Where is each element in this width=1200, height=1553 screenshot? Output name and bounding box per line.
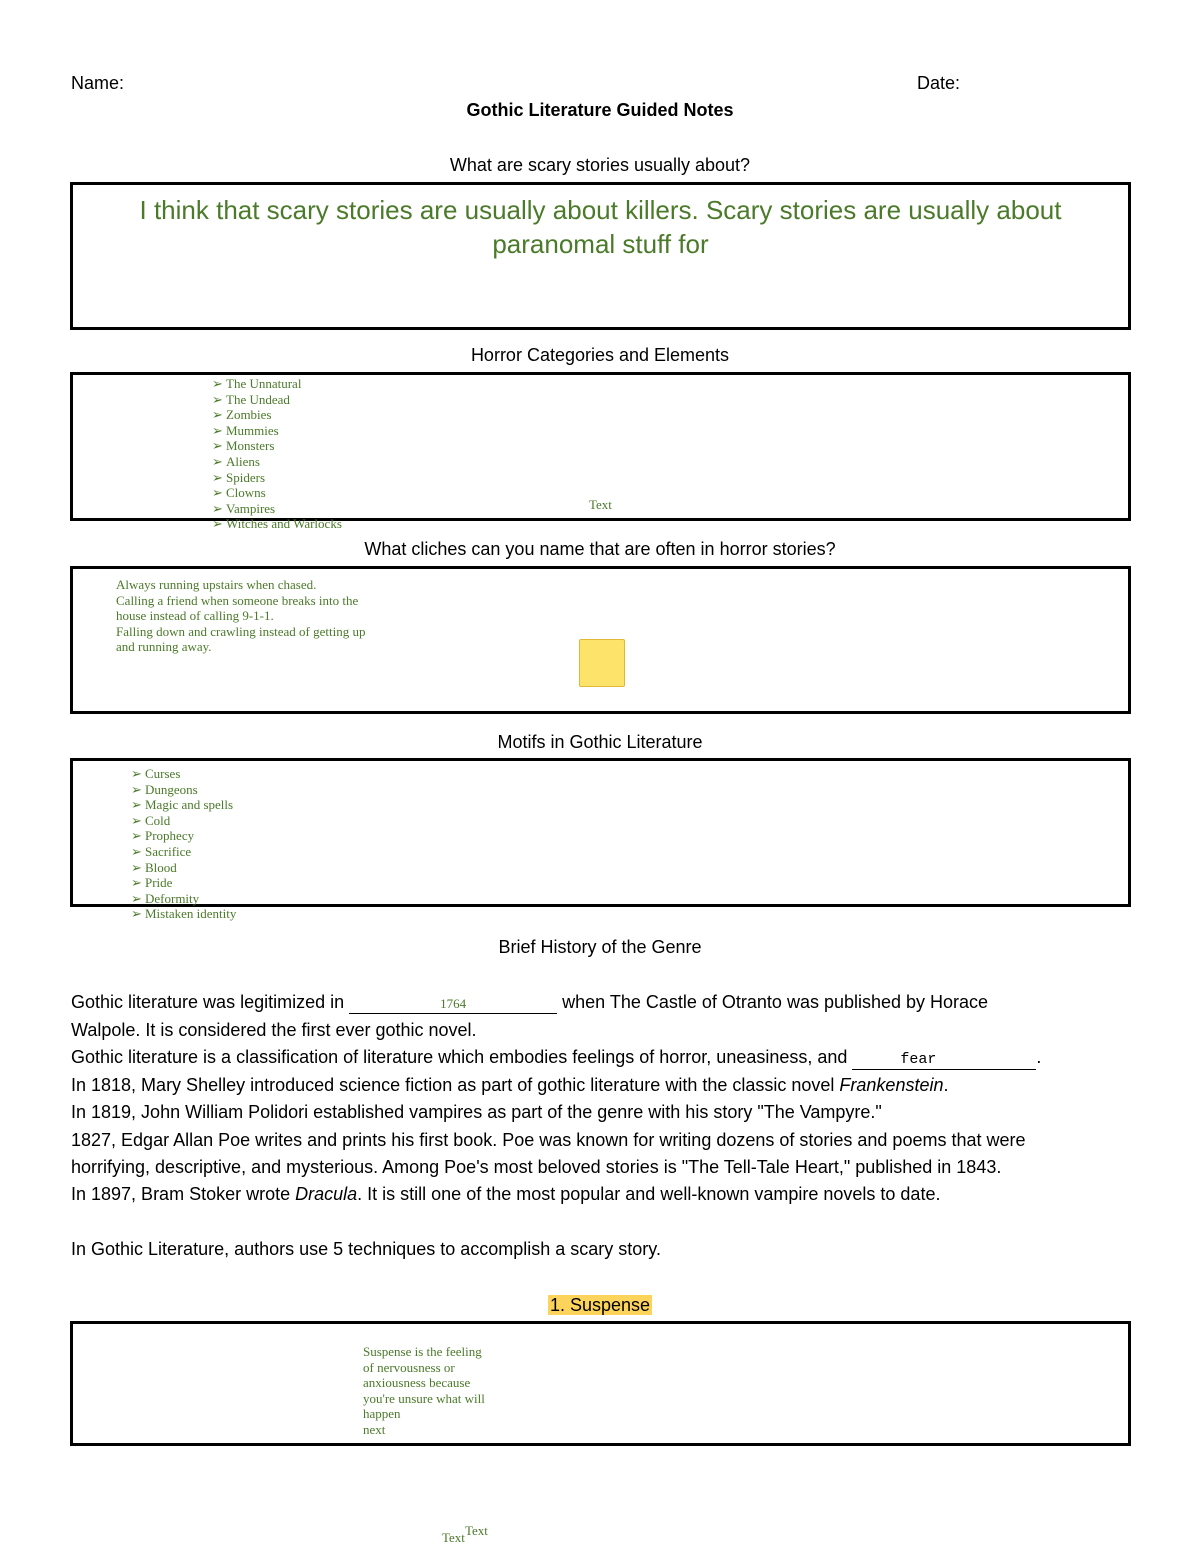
arrow-bullet-icon: ➢ xyxy=(212,376,223,391)
name-label: Name: xyxy=(71,73,125,93)
cliche-line: Always running upstairs when chased. xyxy=(116,577,317,592)
arrow-bullet-icon: ➢ xyxy=(131,828,142,844)
horror-item xyxy=(212,501,342,517)
horror-item-label: Witches and Warlocks xyxy=(226,516,342,532)
suspense-line: happen xyxy=(363,1406,401,1422)
horror-item xyxy=(212,516,342,532)
sticky-note-icon[interactable] xyxy=(579,639,625,687)
motifs-heading: Motifs in Gothic Literature xyxy=(497,732,703,752)
scary-question: What are scary stories usually about? xyxy=(449,155,751,175)
horror-item-label: The Unnatural xyxy=(226,376,302,391)
history-paragraph-5: In 1819, John William Polidori established vampires as part of the genre with his story "The Vampyre." xyxy=(71,1102,882,1122)
motif-item-label: Dungeons xyxy=(145,781,198,797)
horror-item xyxy=(212,485,342,501)
history-paragraph-4 xyxy=(71,1075,949,1096)
motif-item xyxy=(131,828,236,844)
motif-item-label: Pride xyxy=(145,875,173,891)
horror-item-label: Zombies xyxy=(226,407,272,423)
arrow-bullet-icon: ➢ xyxy=(131,875,142,891)
arrow-bullet-icon: ➢ xyxy=(212,453,223,469)
p8-before: In 1897, Bram Stoker wrote xyxy=(71,1184,291,1204)
p4-before: In 1818, Mary Shelley introduced science fiction as part of gothic literature with the classic novel xyxy=(71,1075,835,1095)
arrow-bullet-icon: ➢ xyxy=(212,500,223,516)
motif-item-label: Sacrifice xyxy=(145,843,192,859)
year-value: 1764 xyxy=(440,996,467,1011)
arrow-bullet-icon: ➢ xyxy=(212,407,223,423)
motif-item xyxy=(131,782,236,798)
arrow-bullet-icon: ➢ xyxy=(131,906,142,922)
suspense-line: Suspense is the feeling xyxy=(363,1344,482,1359)
p4-after: . xyxy=(943,1075,949,1095)
horror-item-label: The Undead xyxy=(226,391,290,407)
motif-item xyxy=(131,766,236,782)
horror-item-label: Mummies xyxy=(226,422,279,438)
cliches-question: What cliches can you name that are often in horror stories? xyxy=(364,539,836,559)
history-paragraph-7: horrifying, descriptive, and mysterious. Among Poe's most beloved stories is "The Tell-Tale Heart," published in 1843. xyxy=(71,1157,1002,1177)
motif-item-label: Magic and spells xyxy=(145,797,234,813)
arrow-bullet-icon: ➢ xyxy=(131,781,142,797)
history-paragraph-1 xyxy=(71,992,988,1014)
cliche-line: house instead of calling 9-1-1. xyxy=(116,608,274,624)
arrow-bullet-icon: ➢ xyxy=(212,516,223,532)
horror-item-label: Spiders xyxy=(226,469,265,485)
scary-answer-box[interactable] xyxy=(70,182,1131,330)
horror-item xyxy=(212,470,342,486)
p8-after: . It is still one of the most popular and well-known vampire novels to date. xyxy=(357,1184,941,1204)
feeling-blank[interactable] xyxy=(852,1048,1036,1070)
horror-item xyxy=(212,438,342,454)
motif-item-label: Deformity xyxy=(145,890,200,906)
motif-item xyxy=(131,813,236,829)
arrow-bullet-icon: ➢ xyxy=(131,797,142,813)
page-title: Gothic Literature Guided Notes xyxy=(466,100,734,120)
motif-item xyxy=(131,860,236,876)
horror-item-label: Clowns xyxy=(226,485,266,501)
suspense-heading: 1. Suspense xyxy=(549,1295,651,1315)
history-heading: Brief History of the Genre xyxy=(498,937,702,957)
horror-item-label: Aliens xyxy=(226,453,260,469)
year-blank[interactable] xyxy=(349,993,557,1014)
p1-before: Gothic literature was legitimized in xyxy=(71,992,345,1012)
horror-item-label: Monsters xyxy=(226,438,275,454)
history-paragraph-2: Walpole. It is considered the first ever gothic novel. xyxy=(71,1020,477,1040)
feeling-value: fear xyxy=(900,1051,937,1068)
arrow-bullet-icon: ➢ xyxy=(131,843,142,859)
dracula-title: Dracula xyxy=(295,1184,358,1204)
arrow-bullet-icon: ➢ xyxy=(212,485,223,501)
suspense-line: anxiousness because xyxy=(363,1375,471,1391)
p3-after: . xyxy=(1036,1047,1042,1067)
horror-heading: Horror Categories and Elements xyxy=(470,345,730,365)
horror-item xyxy=(212,376,342,392)
p1-after: when The Castle of Otranto was published by Horace xyxy=(562,992,989,1012)
arrow-bullet-icon: ➢ xyxy=(212,438,223,454)
frankenstein-title: Frankenstein xyxy=(839,1075,944,1095)
cliches-text xyxy=(116,577,406,655)
motif-item-label: Prophecy xyxy=(145,828,195,844)
motif-item xyxy=(131,875,236,891)
p3-before: Gothic literature is a classification of literature which embodies feelings of horror, uneasiness, and xyxy=(71,1047,848,1067)
horror-list xyxy=(212,376,342,532)
history-paragraph-6: 1827, Edgar Allan Poe writes and prints his first book. Poe was known for writing dozens of stories and poems that were xyxy=(71,1130,1026,1150)
motif-item-label: Curses xyxy=(145,766,181,781)
scary-answer-line1: I think that scary stories are usually about killers. Scary stories are usually about xyxy=(139,195,1062,225)
cliche-line: and running away. xyxy=(116,639,212,655)
scary-answer-line2: paranomal stuff for xyxy=(492,229,709,259)
suspense-line: of nervousness or xyxy=(363,1359,455,1375)
cliches-box[interactable] xyxy=(70,566,1131,714)
history-paragraph-9: In Gothic Literature, authors use 5 techniques to accomplish a scary story. xyxy=(71,1239,661,1259)
motif-item xyxy=(131,844,236,860)
suspense-text xyxy=(363,1344,523,1438)
arrow-bullet-icon: ➢ xyxy=(131,812,142,828)
motif-item-label: Mistaken identity xyxy=(145,906,237,922)
footer-text-2: Text xyxy=(465,1523,488,1538)
horror-item-label: Vampires xyxy=(226,500,276,516)
motif-item-label: Blood xyxy=(145,859,177,875)
cliche-line: Calling a friend when someone breaks into the xyxy=(116,592,359,608)
suspense-line: next xyxy=(363,1421,386,1437)
arrow-bullet-icon: ➢ xyxy=(131,859,142,875)
cliche-line: Falling down and crawling instead of getting up xyxy=(116,623,366,639)
date-label: Date: xyxy=(917,73,961,93)
horror-item xyxy=(212,423,342,439)
footer-text-1: Text xyxy=(442,1530,465,1545)
arrow-bullet-icon: ➢ xyxy=(212,469,223,485)
history-paragraph-8 xyxy=(71,1184,940,1205)
motifs-list xyxy=(131,766,236,922)
motif-item xyxy=(131,906,236,922)
arrow-bullet-icon: ➢ xyxy=(131,766,142,781)
horror-extra-text: Text xyxy=(589,497,612,512)
horror-item xyxy=(212,392,342,408)
motif-item-label: Cold xyxy=(145,812,171,828)
arrow-bullet-icon: ➢ xyxy=(131,890,142,906)
arrow-bullet-icon: ➢ xyxy=(212,422,223,438)
suspense-heading-wrap xyxy=(0,1295,1200,1316)
motif-item xyxy=(131,797,236,813)
suspense-line: you're unsure what will xyxy=(363,1390,485,1406)
arrow-bullet-icon: ➢ xyxy=(212,391,223,407)
horror-item xyxy=(212,454,342,470)
motif-item xyxy=(131,891,236,907)
horror-item xyxy=(212,407,342,423)
history-paragraph-3 xyxy=(71,1047,1041,1070)
scary-answer xyxy=(73,193,1128,261)
suspense-box[interactable] xyxy=(70,1321,1131,1446)
